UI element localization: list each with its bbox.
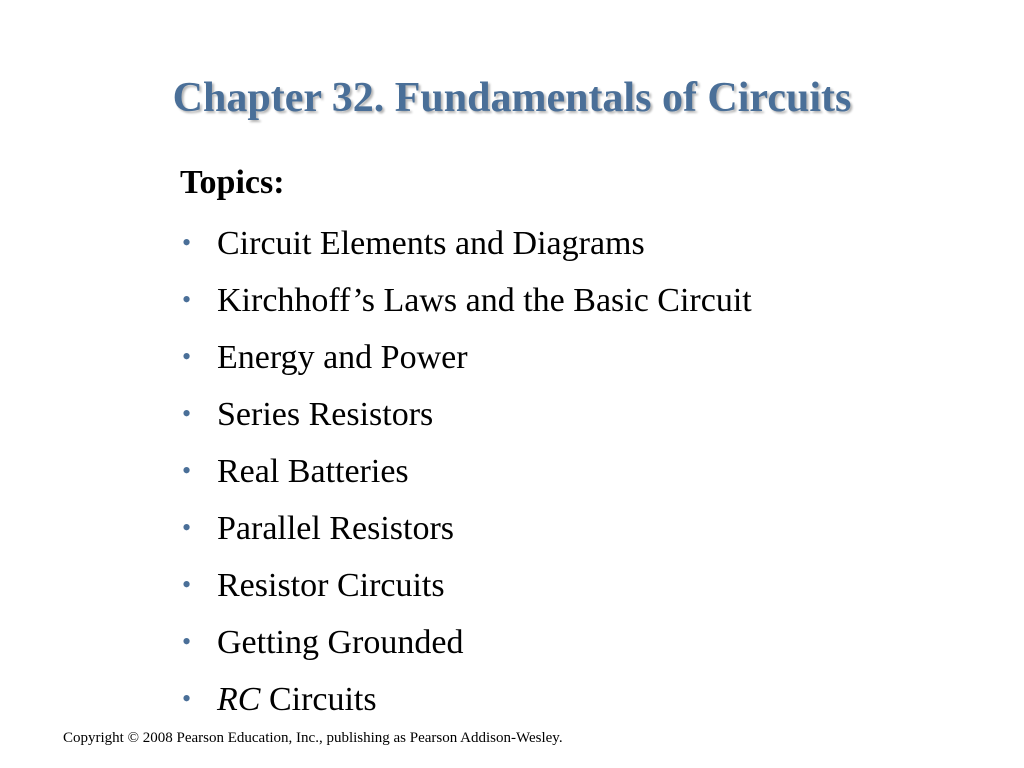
topic-item [180,500,980,557]
topic-item [180,386,980,443]
bullet-icon: • [182,456,192,485]
bullet-icon: • [182,399,192,428]
topic-text: Circuits [260,681,377,718]
topics-list [180,215,980,728]
topic-item [180,272,980,329]
topic-item [180,614,980,671]
topic-item [180,557,980,614]
bullet-icon: • [182,684,192,713]
topic-text: Series Resistors [217,396,434,433]
topic-text: Real Batteries [217,453,409,490]
topic-item [180,671,980,728]
topic-text: Energy and Power [217,339,468,376]
topic-text: Circuit Elements and Diagrams [217,225,645,262]
topic-item [180,443,980,500]
topic-italic: RC [217,681,261,718]
topic-item [180,215,980,272]
bullet-icon: • [182,285,192,314]
slide-title: Chapter 32. Fundamentals of Circuits [172,75,852,121]
slide-body [180,158,980,728]
copyright-notice: Copyright © 2008 Pearson Education, Inc., publishing as Pearson Addison-Wesley. [63,730,563,746]
bullet-icon: • [182,513,192,542]
bullet-icon: • [182,627,192,656]
bullet-icon: • [182,342,192,371]
topic-text: Parallel Resistors [217,510,455,547]
bullet-icon: • [182,228,192,257]
topic-text: Kirchhoff’s Laws and the Basic Circuit [217,282,752,319]
bullet-icon: • [182,570,192,599]
topics-heading: Topics: [180,164,285,201]
topic-item [180,329,980,386]
topic-text: Resistor Circuits [217,567,445,604]
topic-text: Getting Grounded [217,624,464,661]
